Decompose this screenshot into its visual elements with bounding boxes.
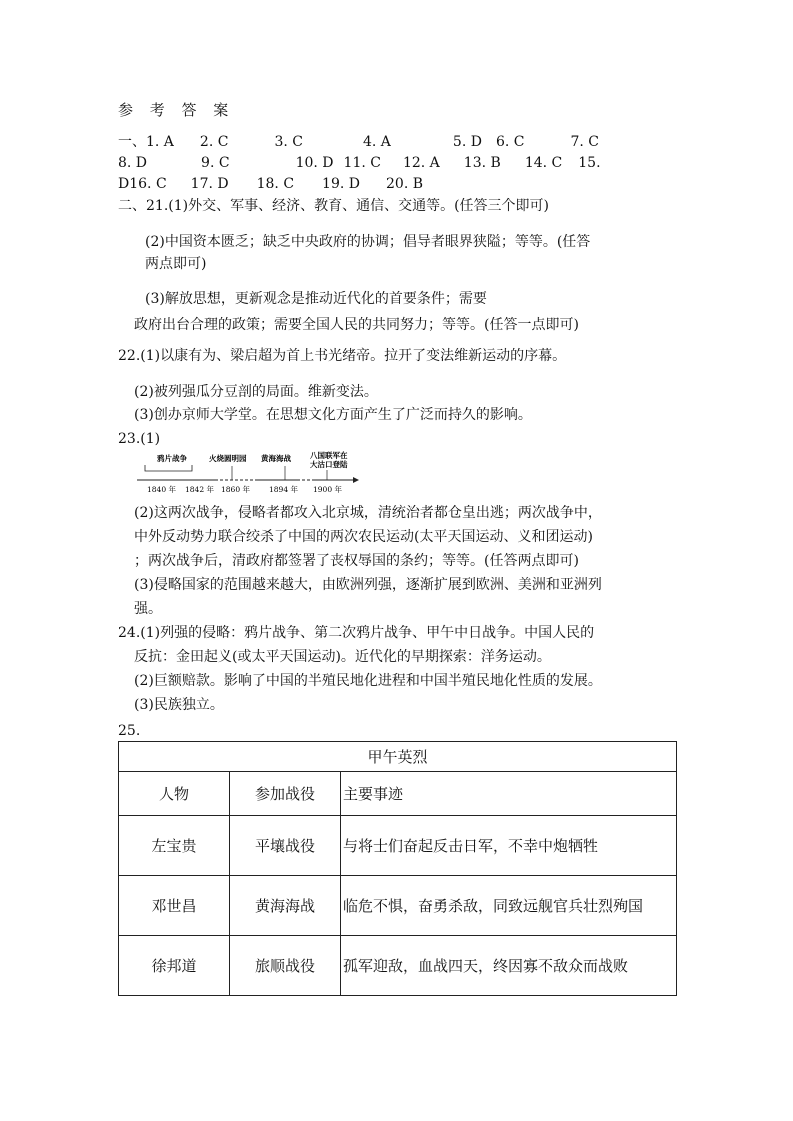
mc-answer: 3. C xyxy=(274,134,303,150)
mc-answer: 6. C xyxy=(495,134,525,150)
mc-row-2 xyxy=(118,154,601,172)
hero-deed: 与将士们奋起反击日军，不幸中炮牺牲 xyxy=(341,816,677,876)
q24-part2: (2)巨额赔款。影响了中国的半殖民地化进程和中国半殖民地化性质的发展。 xyxy=(134,673,602,689)
timeline-year: 1860 年 xyxy=(221,485,250,494)
timeline-arrow xyxy=(353,477,359,483)
q23-part3-line2: 强。 xyxy=(134,601,162,617)
q24-part1-line2: 反抗：金田起义(或太平天国运动)。近代化的早期探索：洋务运动。 xyxy=(134,649,551,665)
battle-name: 平壤战役 xyxy=(230,816,341,876)
history-timeline xyxy=(137,450,367,500)
timeline-event: 火烧圆明园 xyxy=(209,454,247,463)
battle-name: 黄海海战 xyxy=(230,876,341,936)
hero-name: 徐邦道 xyxy=(119,936,230,996)
mc-answer: 4. A xyxy=(362,134,391,150)
timeline-year: 1900 年 xyxy=(313,485,342,494)
mc-answer: 17. D xyxy=(190,176,229,192)
mc-answer: 1. A xyxy=(146,134,174,150)
timeline-year: 1840 年 xyxy=(147,485,176,494)
q21-part3-line1: (3)解放思想，更新观念是推动近代化的首要条件；需要 xyxy=(145,291,487,307)
mc-row-3 xyxy=(118,175,423,193)
hero-name: 邓世昌 xyxy=(119,876,230,936)
q22-part3: (3)创办京师大学堂。在思想文化方面产生了广泛而持久的影响。 xyxy=(134,407,532,423)
timeline-year: 1842 年 xyxy=(185,485,214,494)
mc-answer: 10. D xyxy=(295,155,334,171)
mc-answer: 18. C xyxy=(256,176,295,192)
page-title: 参 考 答 案 xyxy=(118,101,235,119)
q23-part2-line2: 中外反动势力联合绞杀了中国的两次农民运动(太平天国运动、义和团运动) xyxy=(134,529,593,545)
q23-part3-line1: (3)侵略国家的范围越来越大，由欧洲列强，逐渐扩展到欧洲、美洲和亚洲列 xyxy=(134,577,602,593)
q21-part3-line2: 政府出台合理的政策；需要全国人民的共同努力；等等。(任答一点即可) xyxy=(134,317,579,333)
q21-part1: 二、21.(1)外交、军事、经济、教育、通信、交通等。(任答三个即可) xyxy=(118,198,550,214)
q24-part1-line1: 24.(1)列强的侵略：鸦片战争、第二次鸦片战争、甲午中日战争。中国人民的 xyxy=(118,625,595,641)
timeline-event: 黄海海战 xyxy=(261,454,291,463)
q23-part1: 23.(1) xyxy=(118,431,161,447)
hero-deed: 孤军迎敌，血战四天，终因寡不敌众而战败 xyxy=(341,936,677,996)
mc-answer: 15. xyxy=(578,155,601,171)
q25-label: 25. xyxy=(118,723,141,739)
mc-row-1 xyxy=(118,133,599,151)
mc-answer: 8. D xyxy=(118,155,148,171)
table-row xyxy=(119,816,677,876)
table-row xyxy=(119,936,677,996)
table-title: 甲午英烈 xyxy=(119,742,677,772)
hero-name: 左宝贵 xyxy=(119,816,230,876)
q23-part2-line3: ；两次战争后，清政府都签署了丧权辱国的条约；等等。(任答两点即可) xyxy=(134,553,579,569)
timeline-event: 大沽口登陆 xyxy=(310,460,348,469)
table-title-row xyxy=(119,742,677,772)
heroes-table xyxy=(118,741,677,996)
mc-answer: 11. C xyxy=(343,155,381,171)
mc-answer: 20. B xyxy=(386,176,424,192)
mc-answer: 5. D xyxy=(452,134,482,150)
column-header: 人物 xyxy=(119,772,230,816)
mc-answer: 9. C xyxy=(201,155,230,171)
timeline-event: 八国联军在 xyxy=(310,451,348,460)
mc-answer: 14. C xyxy=(524,155,563,171)
battle-name: 旅顺战役 xyxy=(230,936,341,996)
timeline-year: 1894 年 xyxy=(269,485,298,494)
hero-deed: 临危不惧，奋勇杀敌，同致远舰官兵壮烈殉国 xyxy=(341,876,677,936)
q21-part2-line2: 两点即可) xyxy=(145,256,207,272)
table-row xyxy=(119,876,677,936)
column-header: 参加战役 xyxy=(230,772,341,816)
column-header: 主要事迹 xyxy=(341,772,677,816)
q22-part2: (2)被列强瓜分豆剖的局面。维新变法。 xyxy=(134,384,378,400)
q22-part1: 22.(1)以康有为、梁启超为首上书光绪帝。拉开了变法维新运动的序幕。 xyxy=(118,348,567,364)
timeline-event: 鸦片战争 xyxy=(157,454,187,463)
q21-part2-line1: (2)中国资本匮乏；缺乏中央政府的协调；倡导者眼界狭隘；等等。(任答 xyxy=(145,234,591,250)
mc-answer: 2. C xyxy=(199,134,229,150)
mc-answer: 19. D xyxy=(322,176,360,192)
mc-answer: D16. C xyxy=(118,176,167,192)
mc-answer: 13. B xyxy=(463,155,501,171)
q23-part2-line1: (2)这两次战争，侵略者都攻入北京城，清统治者都仓皇出逃；两次战争中， xyxy=(134,505,602,521)
q24-part3: (3)民族独立。 xyxy=(134,697,224,713)
mc-answer: 7. C xyxy=(570,134,600,150)
timeline-bracket xyxy=(145,465,192,471)
mc-answer: 12. A xyxy=(402,155,440,171)
mc-prefix: 一、 xyxy=(118,134,146,150)
table-header-row xyxy=(119,772,677,816)
